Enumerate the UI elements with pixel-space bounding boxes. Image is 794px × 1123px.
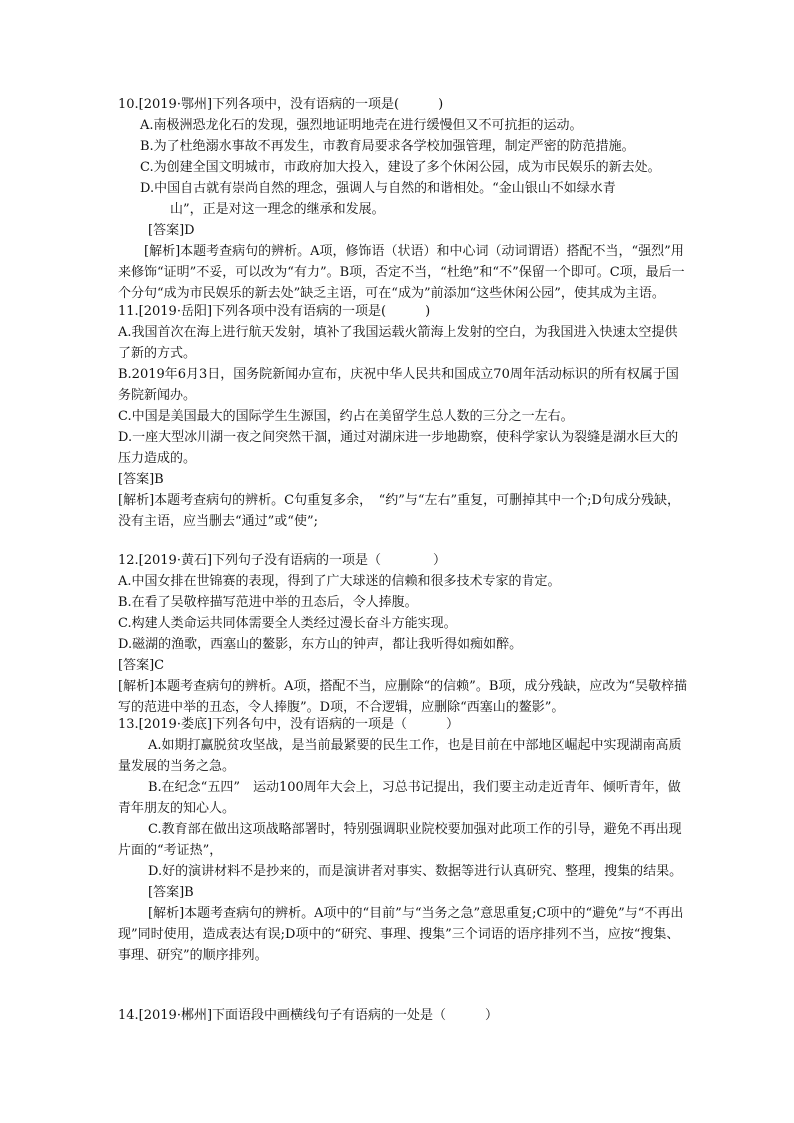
question-stem: 13.[2019·娄底]下列各句中，没有语病的一项是（ ） xyxy=(118,717,460,732)
option-d: D.好的演讲材料不是抄来的，而是演讲者对事实、数据等进行认真研究、整理，搜集的结果。 xyxy=(148,864,683,879)
question-14 xyxy=(118,1005,688,1026)
option-a: A.我国首次在海上进行航天发射，填补了我国运载火箭海上发射的空白，为我国进入快速太空提供了新的方式。 xyxy=(118,325,678,361)
question-12 xyxy=(118,550,688,718)
option-c: C.教育部在做出这项战略部署时，特别强调职业院校要加强对此项工作的引导，避免不再出现片面的“考证热”， xyxy=(118,822,682,858)
analysis-text: [解析]本题考查病句的辨析。A项，搭配不当，应删除“的信赖”。B项，成分残缺，应改为“吴敬梓描写的范进中举的丑态，令人捧腹”。D项，不合逻辑，应删除“西塞山的鳌影”。 xyxy=(118,679,688,715)
analysis-text: [解析]本题考查病句的辨析。C句重复多余， “约”与“左右”重复，可删掉其中一个;D句成分残缺，没有主语，应当删去“通过”或“使”; xyxy=(118,493,680,529)
option-b: B.在看了吴敬梓描写范进中举的丑态后，令人捧腹。 xyxy=(118,595,418,610)
question-stem: 11.[2019·岳阳]下列各项中没有语病的一项是( ) xyxy=(118,304,431,319)
question-stem: 10.[2019·鄂州]下列各项中，没有语病的一项是( ) xyxy=(118,97,444,112)
answer-label: [答案]B xyxy=(118,472,164,487)
option-d: D.磁湖的渔歌，西塞山的鳌影，东方山的钟声，都让我听得如痴如醉。 xyxy=(118,637,523,652)
question-11 xyxy=(118,301,688,532)
option-b: B.为了杜绝溺水事故不再发生，市教育局要求各学校加强管理，制定严密的防范措施。 xyxy=(140,139,635,154)
question-stem: 12.[2019·黄石]下列句子没有语病的一项是（ ） xyxy=(118,553,447,568)
option-b: B.在纪念“五四” 运动100周年大会上，习总书记提出，我们要主动走近青年、倾听青年，做青年朋友的知心人。 xyxy=(118,780,681,816)
answer-label: [答案]D xyxy=(148,223,195,238)
answer-label: [答案]B xyxy=(148,885,194,900)
question-10 xyxy=(118,94,688,304)
option-c: C.构建人类命运共同体需要全人类经过漫长奋斗方能实现。 xyxy=(118,616,457,631)
question-stem: 14.[2019·郴州]下面语段中画横线句子有语病的一处是（ ） xyxy=(118,1008,499,1023)
option-a: A.南极洲恐龙化石的发现，强烈地证明地壳在进行缓慢但又不可抗拒的运动。 xyxy=(140,118,583,133)
question-13 xyxy=(118,714,688,966)
option-d: D.一座大型冰川湖一夜之间突然干涸，通过对湖床进一步地勘察，使科学家认为裂缝是湖水巨大的压力造成的。 xyxy=(118,430,679,466)
analysis-text: [解析]本题考查病句的辨析。A项中的“目前”与“当务之急”意思重复;C项中的“避免”与“不再出现”同时使用，造成表达有误;D项中的“研究、事理、搜集”三个词语的语序排列不当，应按“搜集、事理、研究”的顺序排列。 xyxy=(118,906,684,963)
option-a: A.如期打赢脱贫攻坚战，是当前最紧要的民生工作，也是目前在中部地区崛起中实现湖南高质量发展的当务之急。 xyxy=(118,738,682,774)
option-b: B.2019年6月3日，国务院新闻办宣布，庆祝中华人民共和国成立70周年活动标识的所有权属于国务院新闻办。 xyxy=(118,367,679,403)
option-a: A.中国女排在世锦赛的表现，得到了广大球迷的信赖和很多技术专家的肯定。 xyxy=(118,574,561,589)
option-d: D.中国自古就有崇尚自然的理念，强调人与自然的和谐相处。“金山银山不如绿水青 xyxy=(140,181,616,196)
analysis-text: [解析]本题考查病句的辨析。A项，修饰语（状语）和中心词（动词谓语）搭配不当，“强烈”用来修饰“证明”不妥，可以改为“有力”。B项，否定不当，“杜绝”和“不”保留一个即可。C项，最后一个分句“成为市民娱乐的新去处”缺乏主语，可在“成为”前添加“这些休闲公园”，使其成为主语。 xyxy=(118,244,685,301)
option-d-continued: 山”，正是对这一理念的继承和发展。 xyxy=(170,202,385,217)
answer-label: [答案]C xyxy=(118,658,165,673)
option-c: C.为创建全国文明城市，市政府加大投入，建设了多个休闲公园，成为市民娱乐的新去处。 xyxy=(140,160,661,175)
option-c: C.中国是美国最大的国际学生生源国，约占在美留学生总人数的三分之一左右。 xyxy=(118,409,574,424)
